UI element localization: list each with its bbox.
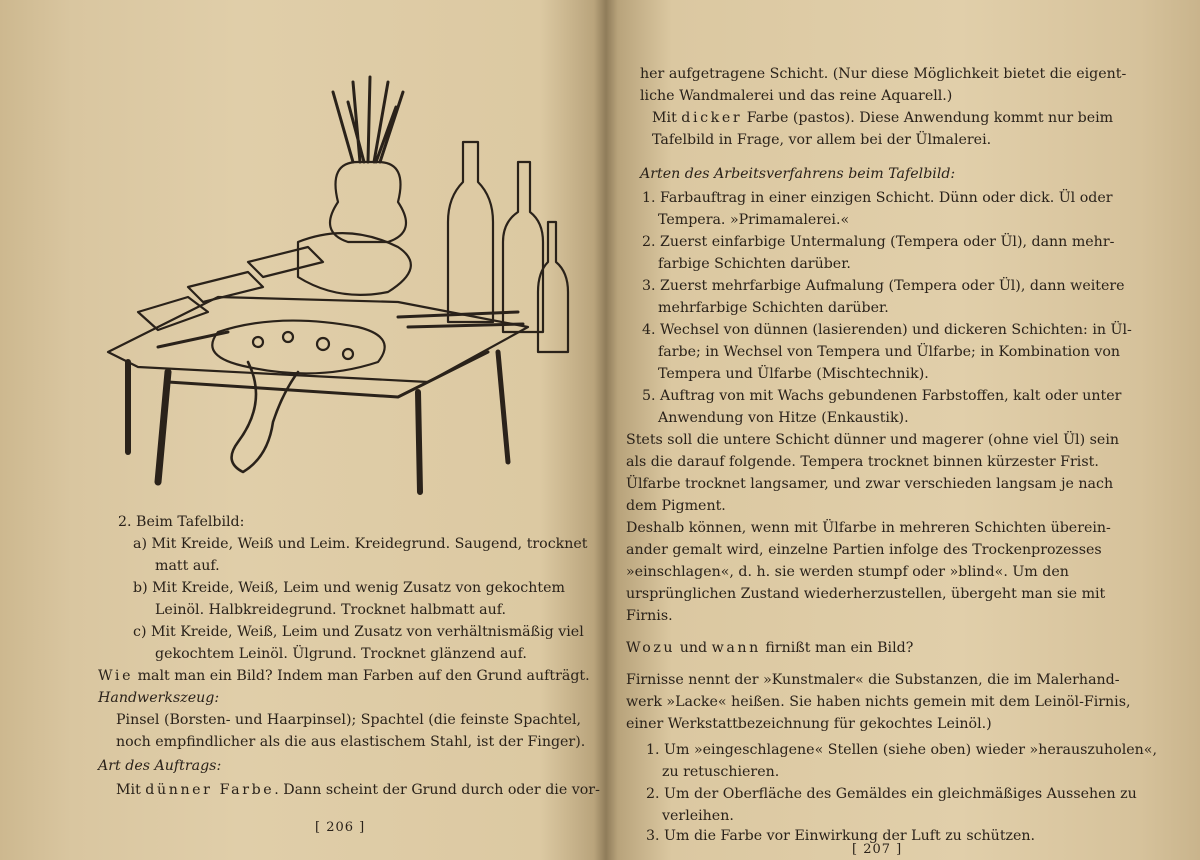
question-spaced-word: Wie [98, 668, 134, 684]
application-spaced: dünner Farbe [145, 782, 275, 798]
thick-paint-line2: Tafelbild in Frage, vor allem bei der Ülmalerei. [652, 132, 992, 148]
deshalb-line2: ander gemalt wird, einzelne Partien infolge des Trockenprozesses [626, 542, 1102, 558]
section-2-item-b-line2: Leinöl. Halbkreidegrund. Trocknet halbmatt auf. [155, 602, 507, 618]
method-1-line2: Tempera. »Primamalerei.« [658, 212, 850, 228]
question-line [98, 666, 590, 688]
reason-2-line1: 2. Um der Oberfläche des Gemäldes ein gleichmäßiges Aussehen zu [646, 786, 1137, 802]
reason-2-line2: verleihen. [662, 808, 734, 824]
deshalb-line4: ursprünglichen Zustand wiederherzustellen, übergeht man sie mit [626, 586, 1106, 602]
page-number-left: [ 206 ] [315, 820, 366, 835]
method-5-line1: 5. Auftrag von mit Wachs gebundenen Farbstoffen, kalt oder unter [642, 388, 1122, 404]
tools-heading: Handwerkszeug: [98, 690, 220, 706]
section-2-item-b-line1: b) Mit Kreide, Weiß, Leim und wenig Zusatz von gekochtem [133, 580, 565, 596]
method-2-line1: 2. Zuerst einfarbige Untermalung (Tempera oder Ül), dann mehr- [642, 234, 1115, 250]
application-heading: Art des Auftrags: [98, 758, 222, 774]
section-2-item-a-line2: matt auf. [155, 558, 220, 574]
reason-1-line1: 1. Um »eingeschlagene« Stellen (siehe oben) wieder »herauszuholen«, [646, 742, 1157, 758]
rule-line3: Ülfarbe trocknet langsamer, und zwar verschieden langsam je nach [626, 476, 1114, 492]
painting-tools-drawing [98, 62, 588, 507]
continuation-line1: her aufgetragene Schicht. (Nur diese Möglichkeit bietet die eigent- [640, 66, 1127, 82]
method-4-line3: Tempera und Ülfarbe (Mischtechnik). [658, 366, 929, 382]
rule-line4: dem Pigment. [626, 498, 726, 514]
section-2-item-c-line2: gekochtem Leinöl. Ülgrund. Trocknet glänzend auf. [155, 646, 527, 662]
tools-line2: noch empfindlicher als die aus elastischem Stahl, ist der Finger). [116, 734, 586, 750]
thick-paint-post: Farbe (pastos). Diese Anwendung kommt nur beim [742, 110, 1114, 126]
section-2-heading: 2. Beim Tafelbild: [118, 514, 245, 530]
method-4-line2: farbe; in Wechsel von Tempera und Ülfarbe; in Kombination von [658, 344, 1121, 360]
method-3-line2: mehrfarbige Schichten darüber. [658, 300, 889, 316]
varnish-line2: werk »Lacke« heißen. Sie haben nichts gemein mit dem Leinöl-Firnis, [626, 694, 1131, 710]
rule-line1: Stets soll die untere Schicht dünner und magerer (ohne viel Ül) sein [626, 432, 1119, 448]
question-rest: malt man ein Bild? Indem man Farben auf den Grund aufträgt. [133, 668, 590, 684]
varnish-question-wozu: Wozu [626, 640, 676, 656]
application-post: . Dann scheint der Grund durch oder die vor- [274, 782, 600, 798]
method-3-line1: 3. Zuerst mehrfarbige Aufmalung (Tempera oder Ül), dann weitere [642, 278, 1125, 294]
reason-1-line2: zu retuschieren. [662, 764, 780, 780]
right-page [600, 0, 1200, 860]
rule-line2: als die darauf folgende. Tempera trocknet binnen kürzester Frist. [626, 454, 1099, 470]
application-line [116, 780, 600, 802]
method-1-line1: 1. Farbauftrag in einer einzigen Schicht. Dünn oder dick. Ül oder [642, 190, 1113, 206]
thick-paint-pre: Mit [652, 110, 682, 126]
deshalb-line3: »einschlagen«, d. h. sie werden stumpf oder »blind«. Um den [626, 564, 1069, 580]
varnish-line1: Firnisse nennt der »Kunstmaler« die Substanzen, die im Malerhand- [626, 672, 1120, 688]
page-number-right: [ 207 ] [852, 842, 903, 857]
reason-3-line1: 3. Um die Farbe vor Einwirkung der Luft zu schützen. [646, 828, 1036, 844]
thick-paint-line1 [652, 108, 1113, 130]
varnish-question [626, 638, 913, 660]
continuation-line2: liche Wandmalerei und das reine Aquarell.) [640, 88, 953, 104]
studio-table-illustration [98, 62, 588, 507]
tools-line1: Pinsel (Borsten- und Haarpinsel); Spachtel (die feinste Spachtel, [116, 712, 582, 728]
method-5-line2: Anwendung von Hitze (Enkaustik). [658, 410, 909, 426]
section-2-item-c-line1: c) Mit Kreide, Weiß, Leim und Zusatz von verhältnismäßig viel [133, 624, 584, 640]
varnish-question-wann: wann [711, 640, 761, 656]
thick-paint-spaced: dicker [681, 110, 743, 126]
methods-heading: Arten des Arbeitsverfahrens beim Tafelbild: [640, 166, 956, 182]
deshalb-line1: Deshalb können, wenn mit Ülfarbe in mehreren Schichten überein- [626, 520, 1111, 536]
varnish-question-mid: und [675, 640, 712, 656]
application-pre: Mit [116, 782, 146, 798]
method-2-line2: farbige Schichten darüber. [658, 256, 851, 272]
varnish-line3: einer Werkstattbezeichnung für gekochtes Leinöl.) [626, 716, 992, 732]
deshalb-line5: Firnis. [626, 608, 673, 624]
section-2-item-a-line1: a) Mit Kreide, Weiß und Leim. Kreidegrund. Saugend, trocknet [133, 536, 588, 552]
method-4-line1: 4. Wechsel von dünnen (lasierenden) und dickeren Schichten: in Ül- [642, 322, 1132, 338]
varnish-question-rest: firnißt man ein Bild? [760, 640, 914, 656]
